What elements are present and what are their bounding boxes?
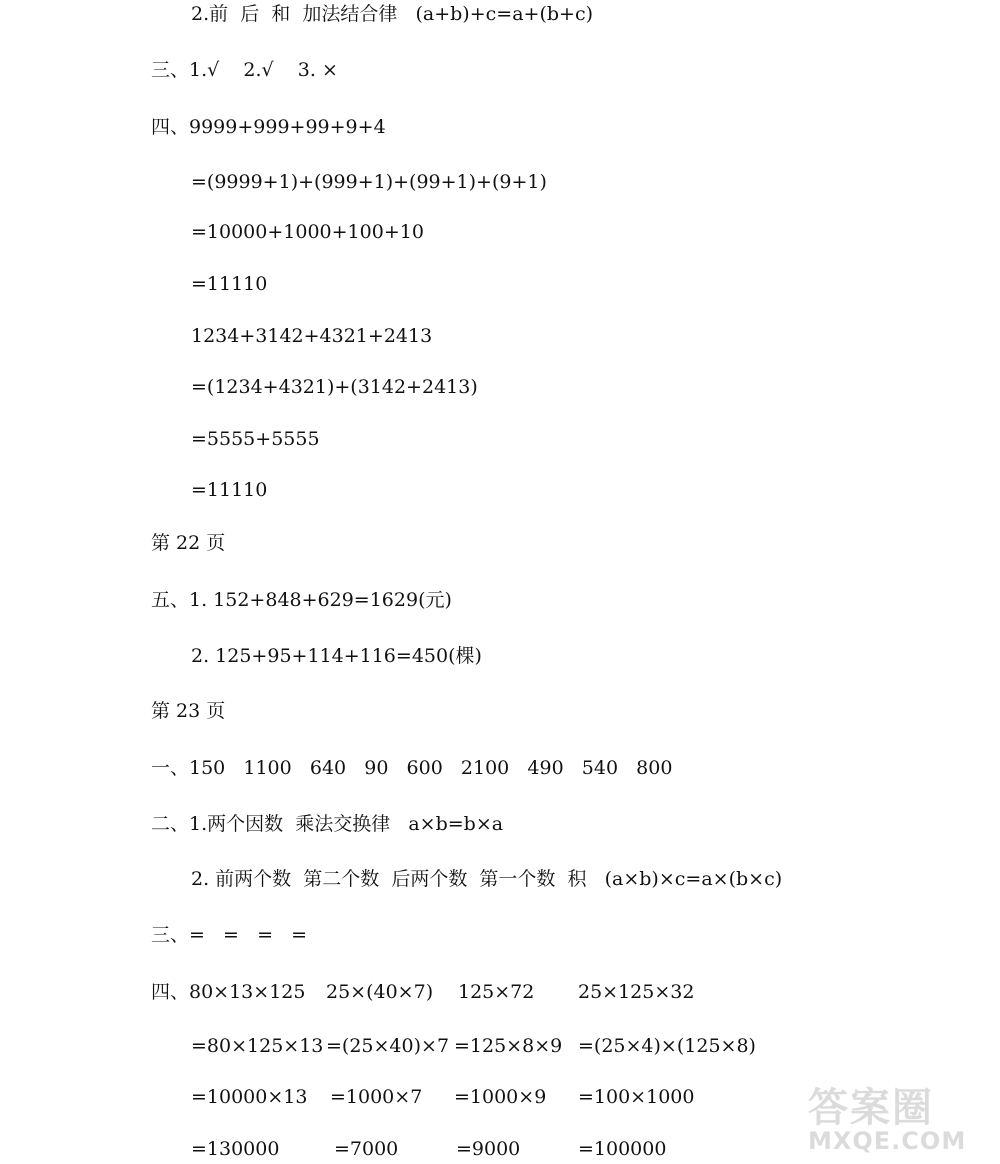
answer-line: =(1234+4321)+(3142+2413)	[191, 376, 478, 398]
page-heading: 第 22 页	[151, 532, 226, 554]
answer-line: 二、1.两个因数 乘法交换律 a×b=b×a	[151, 813, 504, 835]
answer-line: 2. 前两个数 第二个数 后两个数 第一个数 积 (a×b)×c=a×(b×c)	[191, 868, 783, 890]
watermark-logo-text: 答案圈	[808, 1085, 934, 1131]
answer-line: 四、9999+999+99+9+4	[151, 116, 386, 138]
calc-cell: =80×125×13	[191, 1035, 324, 1057]
calc-cell: =7000	[334, 1138, 399, 1160]
calc-cell: =1000×9	[454, 1086, 547, 1108]
answer-line: 五、1. 152+848+629=1629(元)	[151, 589, 452, 611]
calc-cell: =125×8×9	[454, 1035, 563, 1057]
calc-cell: 四、80×13×125	[151, 981, 306, 1003]
calc-cell: =10000×13	[191, 1086, 308, 1108]
calc-cell: =100000	[578, 1138, 667, 1160]
answer-line: =5555+5555	[191, 428, 320, 450]
calc-cell: 25×(40×7)	[326, 981, 434, 1003]
answer-line: 1234+3142+4321+2413	[191, 325, 433, 347]
answer-line: =11110	[191, 273, 268, 295]
answer-line: 三、1.√ 2.√ 3. ×	[151, 59, 338, 81]
calc-cell: =1000×7	[330, 1086, 423, 1108]
page-heading: 第 23 页	[151, 700, 226, 722]
calc-cell: =(25×4)×(125×8)	[578, 1035, 756, 1057]
calc-cell: =100×1000	[578, 1086, 695, 1108]
answer-line: =(9999+1)+(999+1)+(99+1)+(9+1)	[191, 171, 547, 193]
calc-cell: =9000	[456, 1138, 521, 1160]
calc-cell: =130000	[191, 1138, 280, 1160]
answer-line: =10000+1000+100+10	[191, 221, 424, 243]
answer-line: 一、150 1100 640 90 600 2100 490 540 800	[151, 757, 673, 779]
watermark-url: MXQE.COM	[808, 1127, 967, 1155]
calc-cell: 125×72	[458, 981, 535, 1003]
calc-cell: =(25×40)×7	[326, 1035, 450, 1057]
answer-line: 三、= = = =	[151, 924, 308, 946]
calc-cell: 25×125×32	[578, 981, 695, 1003]
watermark	[808, 1076, 988, 1156]
answer-line: 2. 125+95+114+116=450(棵)	[191, 645, 482, 667]
answer-line: =11110	[191, 479, 268, 501]
answer-line: 2.前 后 和 加法结合律 (a+b)+c=a+(b+c)	[191, 3, 593, 25]
